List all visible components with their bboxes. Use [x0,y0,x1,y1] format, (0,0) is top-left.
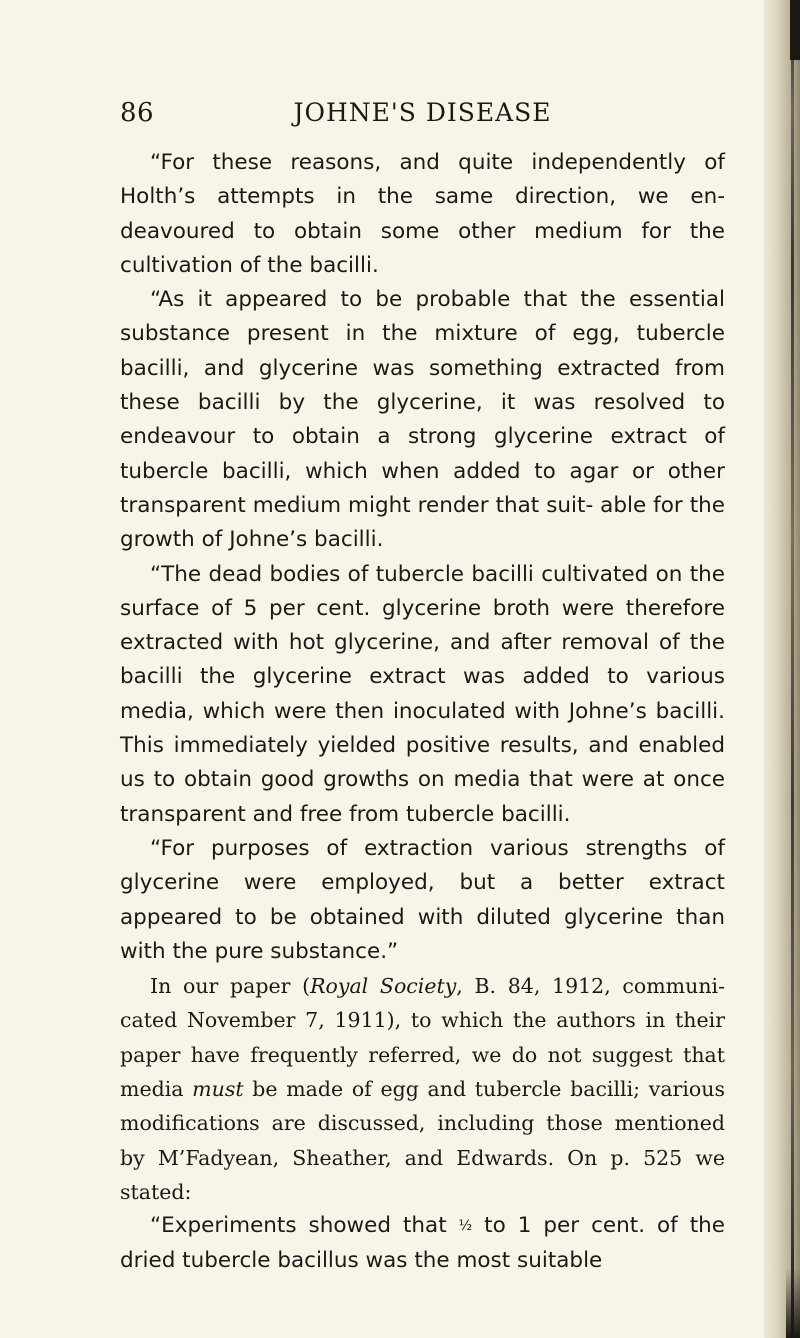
fraction-half: ½ [458,1218,473,1235]
page-header [120,96,725,136]
paragraph-5-part-c: , B. 84, 1912, communi- cated November 7, 1911), to which the authors in their paper have frequently referred, we do not suggest that media [120,974,726,1102]
page-corner-top [790,0,800,60]
paragraph-2: “As it appeared to be probable that the essential substance present in the mixture of egg, tubercle bacilli, and glycerine was something extracted from these bacilli by the glycerine, it was resolved to endeavour to obtain a strong glycerine extract of tubercle bacilli, which when added to agar or other transparent medium might render that suit- able for the growth of Johne’s bacilli. [120,287,725,553]
journal-name-italic: Royal Society [310,974,457,999]
page-number: 86 [120,98,155,128]
running-title: JOHNE'S DISEASE [293,98,552,127]
page-corner-bottom [786,1268,800,1338]
paragraph-5 [120,969,725,1209]
body-text [120,146,725,1278]
paragraph-5-part-a: In our paper ( [150,974,311,999]
paragraph-1: “For these reasons, and quite independently of Holth’s attempts in the same direction, we en- deavoured to obtain some other medium for the cultivation of the bacilli. [120,150,725,278]
emphasis-must: must [192,1077,244,1102]
paragraph-3: “The dead bodies of tubercle bacilli cultivated on the surface of 5 per cent. glycerine broth were therefore extracted with hot glycerine, and after removal of the bacilli the glycerine extract was added to various media, which were then inoculated with Johne’s bacilli. This immediately yielded positive results, and enabled us to obtain good growths on media that were at once transparent and free from tubercle bacilli. [120,561,725,827]
paragraph-6-part-c: to 1 per cent. of the dried tubercle bacillus was the most suitable [120,1213,725,1273]
paragraph-6-part-a: “Experiments showed that [150,1213,459,1239]
page-edge-shadow [764,0,800,1338]
paragraph-6 [120,1209,725,1278]
paragraph-5-part-e: be made of egg and tubercle bacilli; various modifications are discussed, including those mentioned by M’Fadyean, Sheather, and Edwards. On p. 525 we stated: [120,1077,725,1204]
paragraph-4: “For purposes of extraction various strengths of glycerine were employed, but a better extract appeared to be obtained with diluted glycerine than with the pure substance.” [120,835,725,964]
page-edge-line [791,0,794,1338]
